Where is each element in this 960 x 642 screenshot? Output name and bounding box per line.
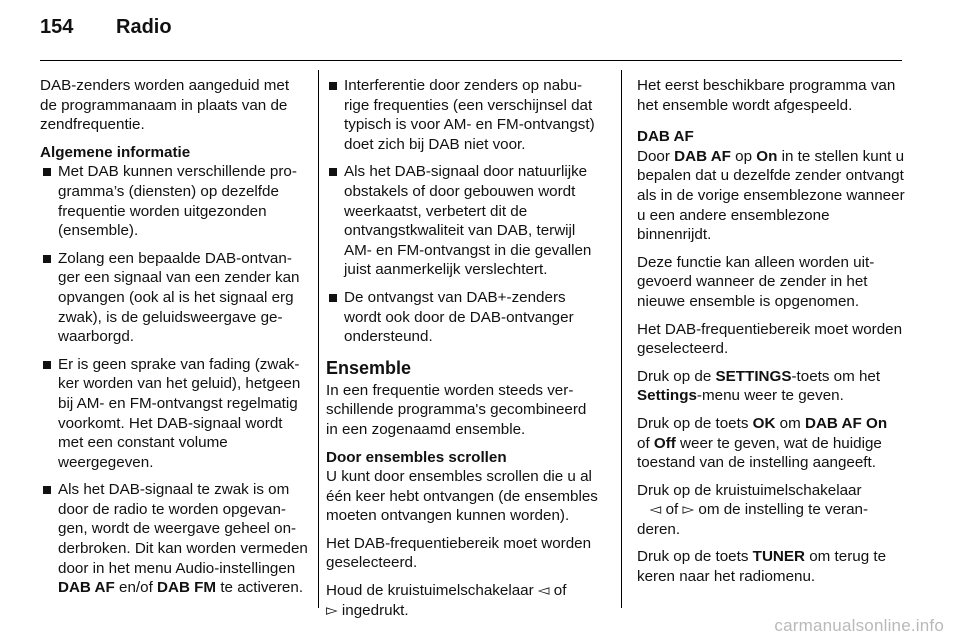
bullet-icon — [43, 255, 51, 263]
dab-af-paragraph: Door DAB AF op On in te stellen kunt u bepalen dat u dezelfde zender ontvangt als in de vorige ensemblezone wanneer u een andere ensemblezone binnenrijdt. — [637, 147, 905, 244]
arrow-left-icon: ◅ — [649, 501, 662, 519]
list-item: Als het DAB-signaal door natuurlijke obstakels of door gebouwen wordt weerkaatst, verbetert dit de ontvangstkwaliteit van DAB, terwijl AM- en FM-ontvangst in die gevallen juist aanmerkelijk verslechtert. — [326, 162, 602, 280]
section-title: Radio — [116, 16, 172, 38]
scroll-heading: Door ensembles scrollen — [326, 448, 507, 466]
arrow-right-icon: ▻ — [326, 601, 338, 619]
bullet-icon — [43, 168, 51, 176]
ensemble-paragraph: In een frequentie worden steeds verschillende programma's gecombineerd in een zogenaamd ensemble. — [326, 381, 587, 438]
dab-af-heading: DAB AF — [637, 128, 694, 146]
bullet-icon — [329, 82, 337, 90]
arrow-right-icon: ▻ — [682, 501, 695, 519]
intro-paragraph: Het eerst beschikbare programma van het ensemble wordt afgespeeld. — [637, 77, 896, 114]
page-number: 154 — [40, 16, 74, 38]
list-item: Interferentie door zenders op naburige frequenties (een verschijnsel dat typisch is voor AM- en FM-ontvangst) doet zich bij DAB niet voor. — [326, 76, 602, 154]
column-divider — [318, 70, 319, 608]
settings-paragraph: Druk op de SETTINGS-toets om het Settings-menu weer te geven. — [637, 367, 881, 405]
frequency-paragraph: Het DAB-frequentiebereik moet worden geselecteerd. — [637, 320, 903, 358]
bullet-icon — [43, 361, 51, 369]
bullet-icon — [43, 486, 51, 494]
column-2 — [326, 76, 602, 628]
scroll-paragraph: U kunt door ensembles scrollen die u al één keer hebt ontvangen (de ensembles moeten ontvangen kunnen worden). — [326, 468, 598, 525]
list-item: Er is geen sprake van fading (zwakker worden van het geluid), hetgeen bij AM- en FM-ontvangst regelmatig voorkomt. Het DAB-signaal wordt met een constant volume weergegeven. — [40, 355, 308, 473]
general-info-heading: Algemene informatie — [40, 143, 191, 161]
dab-properties-list — [326, 76, 602, 347]
column-3 — [637, 76, 905, 595]
function-paragraph: Deze functie kan alleen worden uitgevoerd wanneer de zender in het nieuwe ensemble is opgenomen. — [637, 253, 875, 310]
list-item: Zolang een bepaalde DAB-ontvanger een signaal van een zender kan opvangen (ook al is het signaal erg zwak), is de geluidsweergave gewaarborgd. — [40, 249, 308, 347]
general-info-list — [40, 162, 308, 597]
list-item: Met DAB kunnen verschillende programma’s (diensten) op dezelfde frequentie worden uitgezonden (ensemble). — [40, 162, 308, 240]
ok-paragraph: Druk op de toets OK om DAB AF On of Off weer te geven, wat de huidige toestand van de instelling aangeeft. — [637, 414, 888, 472]
header-rule — [40, 60, 902, 61]
rocker-paragraph: Druk op de kruistuimelschakelaar ◅ of ▻ om de instelling te veranderen. — [637, 481, 869, 538]
list-item: Als het DAB-signaal te zwak is om door de radio te worden opgevangen, wordt de weergave geheel onderbroken. Dit kan worden vermeden door in het menu Audio-instellingen DAB AF en/of DAB FM te activeren. — [40, 480, 308, 598]
frequency-paragraph: Het DAB-frequentiebereik moet worden geselecteerd. — [326, 534, 592, 572]
bullet-icon — [329, 294, 337, 302]
column-divider — [621, 70, 622, 608]
tuner-paragraph: Druk op de toets TUNER om terug te keren naar het radiomenu. — [637, 548, 887, 586]
rocker-paragraph: Houd de kruistuimelschakelaar ◅ of ▻ ingedrukt. — [326, 582, 567, 619]
column-1 — [40, 76, 308, 606]
ensemble-heading: Ensemble — [326, 357, 412, 378]
watermark: carmanualsonline.info — [774, 616, 944, 635]
intro-paragraph: DAB-zenders worden aangeduid met de programmanaam in plaats van de zendfrequentie. — [40, 77, 290, 134]
list-item: De ontvangst van DAB+-zenders wordt ook door de DAB-ontvanger ondersteund. — [326, 288, 602, 347]
bullet-icon — [329, 168, 337, 176]
page-header — [40, 16, 172, 52]
arrow-left-icon: ◅ — [537, 582, 550, 600]
